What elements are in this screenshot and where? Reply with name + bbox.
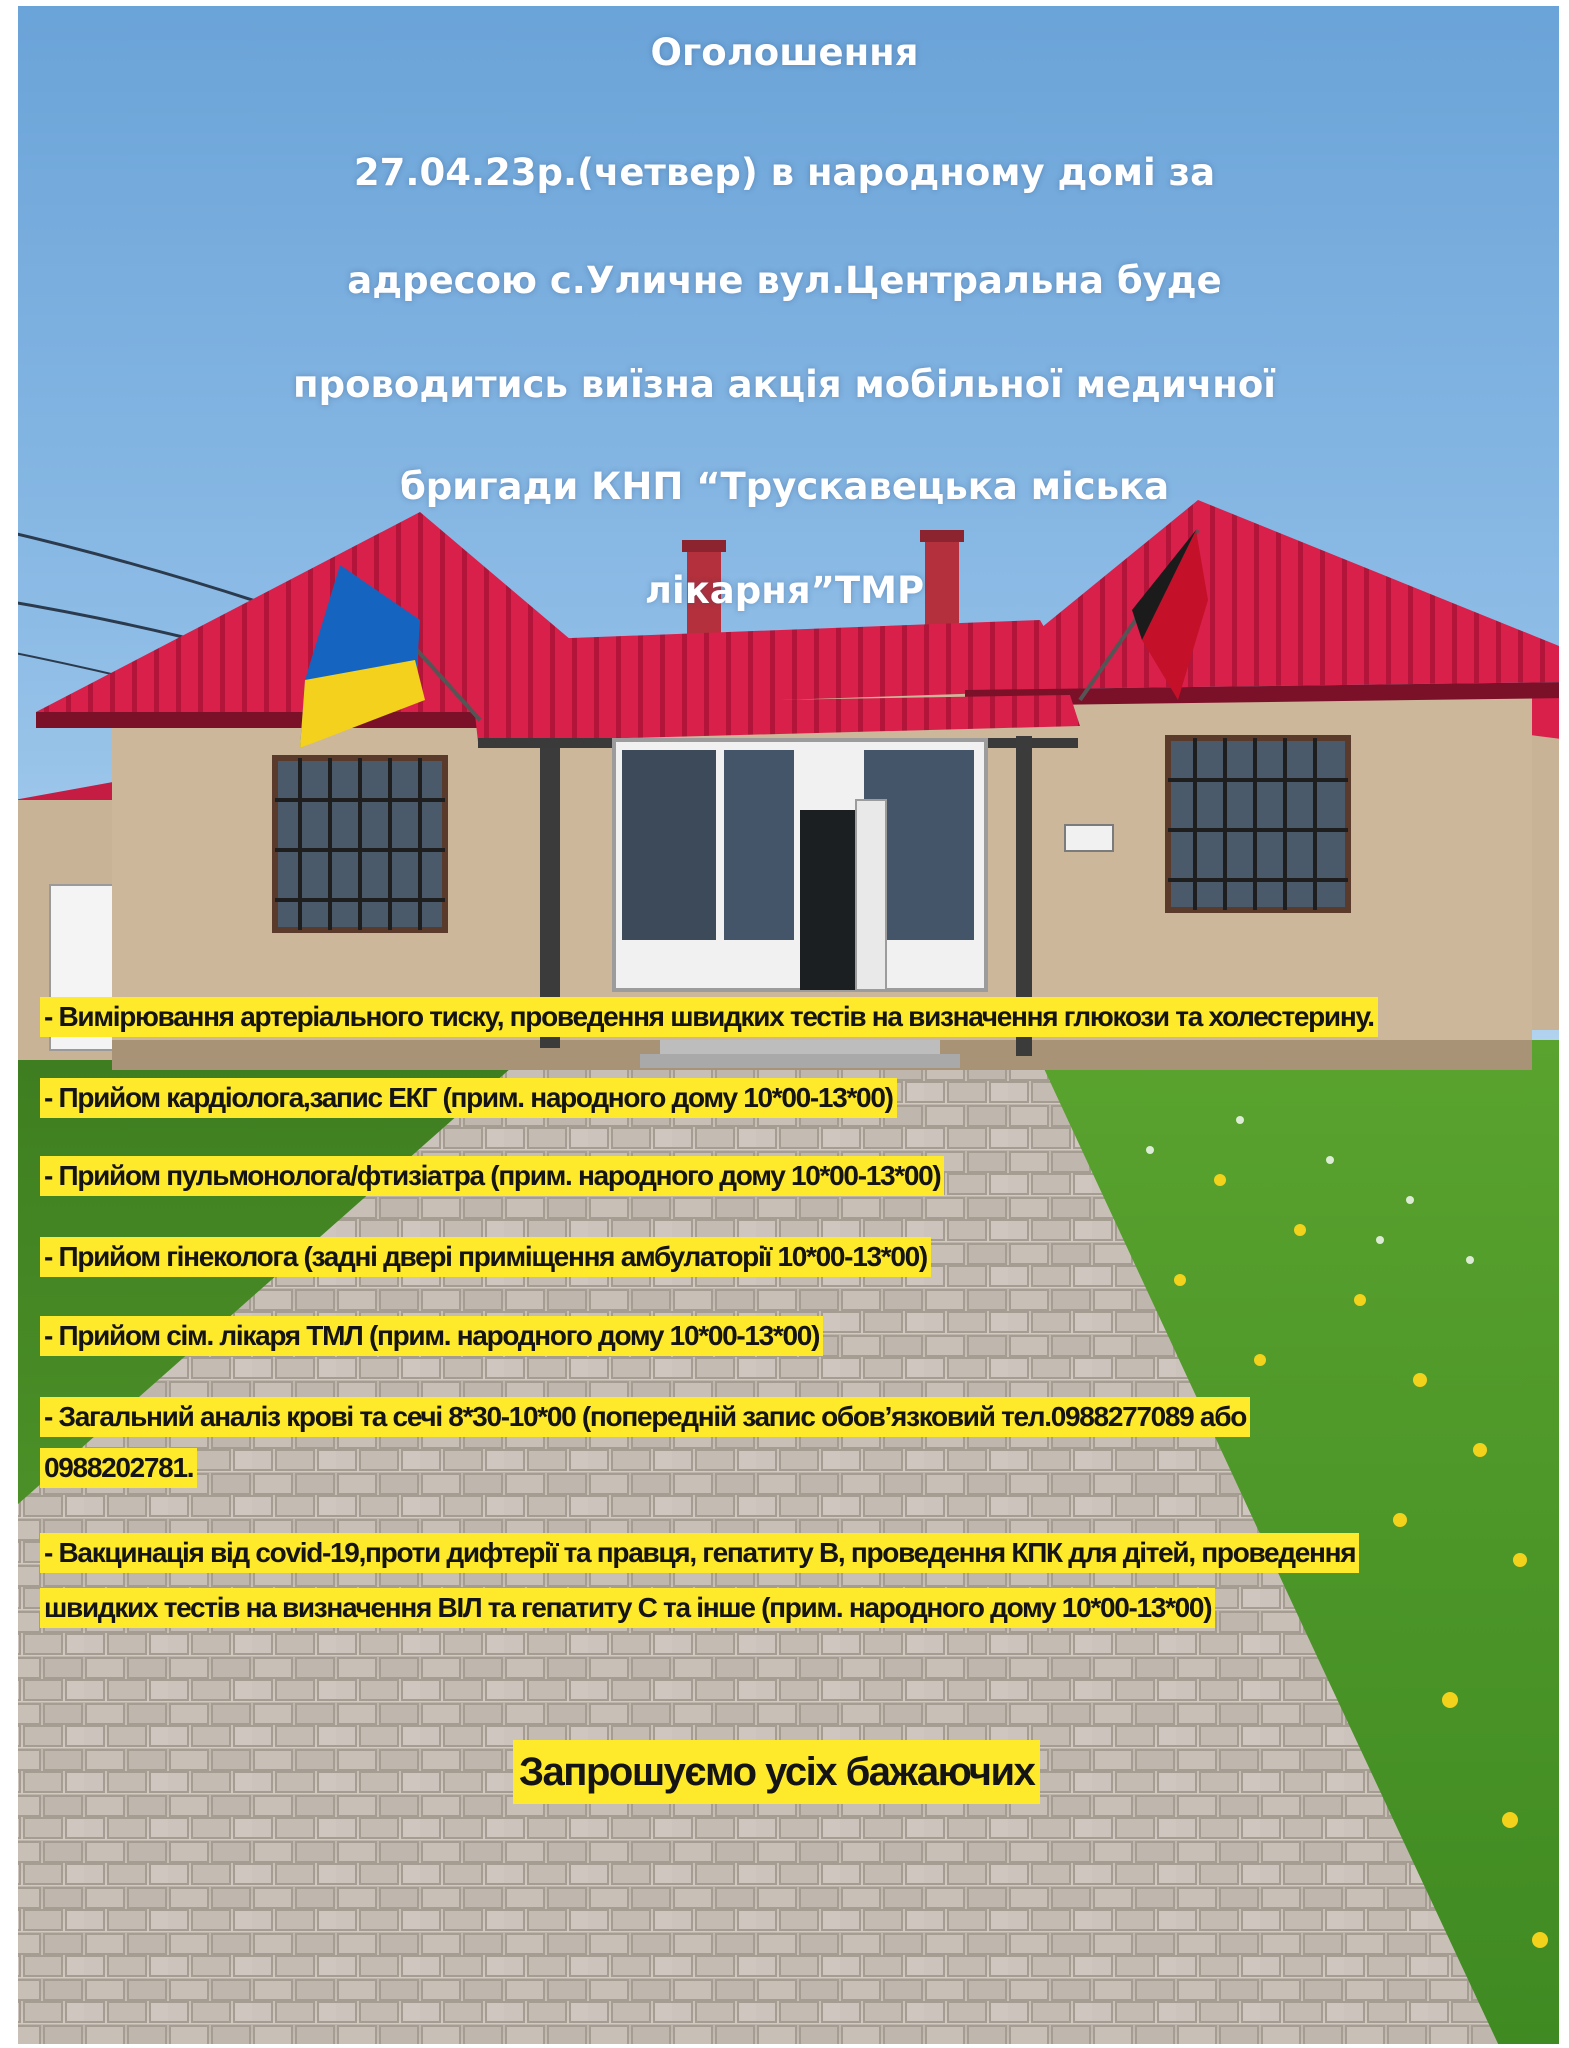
service-item-cardiologist: - Прийом кардіолога,запис ЕКГ (прим. народного дому 10*00-13*00): [40, 1078, 897, 1118]
announcement-line-1: 27.04.23р.(четвер) в народному домі за: [353, 151, 1216, 194]
service-item-vaccination-cont: швидких тестів на визначення ВІЛ та гепатиту С та інше (прим. народного дому 10*00-13*00): [40, 1588, 1215, 1628]
service-item-blood-test-phone: 0988202781.: [40, 1448, 197, 1488]
invitation: Запрошуємо усіх бажаючих: [513, 1740, 1040, 1804]
announcement-title: Оголошення: [650, 31, 919, 74]
announcement-line-3: проводитись виїзна акція мобільної медичної: [293, 363, 1276, 406]
service-item-pressure: - Вимірювання артеріального тиску, проведення швидких тестів на визначення глюкози та холестерину.: [40, 997, 1378, 1037]
service-item-family-doctor: - Прийом сім. лікаря ТМЛ (прим. народного дому 10*00-13*00): [40, 1316, 823, 1356]
service-item-vaccination: - Вакцинація від covid-19,проти дифтерії та правця, гепатиту В, проведення КПК для дітей, проведення: [40, 1533, 1359, 1573]
service-item-gynecologist: - Прийом гінеколога (задні двері приміщення амбулаторії 10*00-13*00): [40, 1237, 931, 1277]
service-item-blood-test: - Загальний аналіз крові та сечі 8*30-10*00 (попередній запис обов’язковий тел.0988277089 або: [40, 1397, 1250, 1437]
announcement-line-5: лікарня”ТМР: [644, 569, 925, 612]
announcement-line-4: бригади КНП “Трускавецька міська: [399, 465, 1170, 508]
announcement-line-2: адресою с.Уличне вул.Центральна буде: [347, 259, 1222, 302]
service-item-pulmonologist: - Прийом пульмонолога/фтизіатра (прим. народного дому 10*00-13*00): [40, 1156, 944, 1196]
